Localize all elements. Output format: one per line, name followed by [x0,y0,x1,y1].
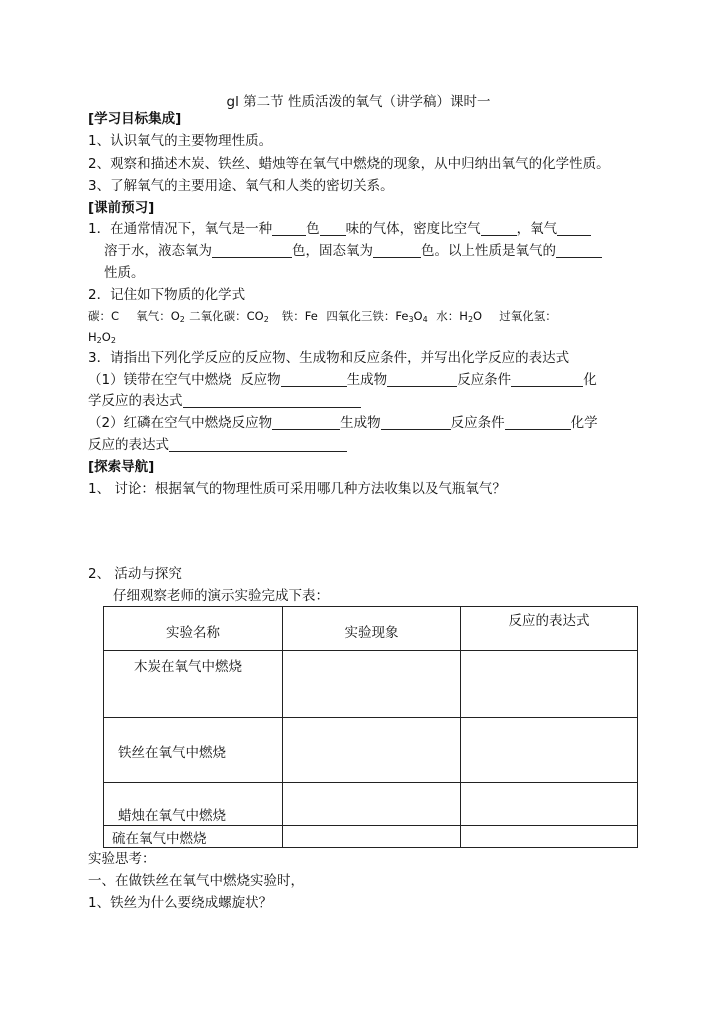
explore-question-1: 1、 讨论：根据氧气的物理性质可采用哪几种方法收集以及气瓶氧气？ [88,481,506,497]
fill-blank[interactable] [373,245,421,258]
header-expression: 反应的表达式 [461,607,638,651]
header-experiment-name: 实验名称 [104,607,283,651]
row-name: 木炭在氧气中燃烧 [104,651,283,718]
fill-blank[interactable] [481,223,517,236]
fill-blank[interactable] [281,374,347,387]
question-1-line-2 [104,242,602,260]
row-name: 蜡烛在氧气中燃烧 [104,783,283,826]
question-2-title: 2．记住如下物质的化学式 [88,287,246,303]
answer-cell[interactable] [283,718,461,783]
fill-blank[interactable] [212,245,292,258]
answer-cell[interactable] [283,651,461,718]
formula-iron: 铁：Fe [281,309,318,323]
header-phenomenon: 实验现象 [283,607,461,651]
q1-text-f: 色，固态氧为 [292,243,373,259]
experiment-table [103,606,638,848]
fill-blank[interactable] [556,245,602,258]
fill-blank[interactable] [272,223,306,236]
question-1-line-1 [88,220,591,238]
q1-text-e: 溶于水，液态氧为 [104,243,212,259]
q1-text-g: 色。以上性质是氧气的 [421,243,556,259]
question-3-part-1-cont: 学反应的表达式 [88,392,361,410]
answer-cell[interactable] [283,826,461,848]
formula-carbon: 碳：C [88,309,120,323]
row-name: 硫在氧气中燃烧 [104,826,283,848]
formula-co2: 二氧化碳：CO [189,309,264,323]
q1-text-a: 1．在通常情况下，氧气是一种 [88,221,273,237]
table-row [104,651,638,718]
reflection-item-1: 一、在做铁丝在氧气中燃烧实验时， [88,873,304,889]
fill-blank[interactable] [505,417,571,430]
formula-list: 碳：C 氧气：$O_2$ 二氧化碳：$CO_2$ 铁：Fe 四氧化三铁：$Fe_3O_4$ 水：$H_2O$ 过氧化氢： [88,309,557,324]
objective-item: 1、认识氧气的主要物理性质。 [88,133,273,149]
objective-item: 2、观察和描述木炭、铁丝、蜡烛等在氧气中燃烧的现象，从中归纳出氧气的化学性质。 [88,156,610,172]
question-3-part-2-cont: 反应的表达式 [88,436,347,454]
answer-cell[interactable] [461,826,638,848]
section-heading-objectives: [学习目标集成] [88,111,182,127]
row-name: 铁丝在氧气中燃烧 [104,718,283,783]
answer-cell[interactable] [461,718,638,783]
question-3-part-1: （1）镁带在空气中燃烧 反应物 生成物 反应条件 化 [88,372,597,388]
explore-question-2: 2、 活动与探究 [88,566,182,582]
fill-blank[interactable] [387,374,457,387]
formula-fe3o4: 四氧化三铁：Fe [326,309,409,323]
q1-text-d: ，氧气 [516,221,558,237]
table-row [104,826,638,848]
fill-blank[interactable] [511,374,583,387]
formula-oxygen: 氧气：O [136,309,180,323]
q1-text-b: 色 [306,221,320,237]
fill-blank[interactable] [381,417,451,430]
fill-blank[interactable] [272,417,340,430]
answer-cell[interactable] [283,783,461,826]
answer-cell[interactable] [461,783,638,826]
document-title: gl 第二节 性质活泼的氧气（讲学稿）课时一 [226,94,491,110]
section-heading-preview: [课前预习] [88,200,155,216]
table-intro: 仔细观察老师的演示实验完成下表： [113,588,329,604]
answer-cell[interactable] [461,651,638,718]
table-row [104,718,638,783]
fill-blank[interactable] [169,439,347,452]
objective-item: 3、了解氧气的主要用途、氧气和人类的密切关系。 [88,178,394,194]
fill-blank[interactable] [557,223,591,236]
formula-h2o2-label: 过氧化氢： [499,309,557,323]
formula-h2o2: $H_2O_2$ [88,330,116,345]
experiment-reflection-heading: 实验思考： [88,851,156,867]
q1-text-c: 味的气体，密度比空气 [345,221,481,237]
table-row [104,783,638,826]
question-3-title: 3．请指出下列化学反应的反应物、生成物和反应条件，并写出化学反应的表达式 [88,350,570,366]
formula-water: 水：H [436,309,468,323]
fill-blank[interactable] [183,395,361,408]
section-heading-explore: [探索导航] [88,459,155,475]
question-3-part-2: （2）红磷在空气中燃烧反应物 生成物 反应条件 化学 [88,415,598,431]
q1-text-h: 性质。 [104,265,145,281]
table-header-row [104,607,638,651]
fill-blank[interactable] [320,223,346,236]
reflection-question-1: 1、铁丝为什么要绕成螺旋状？ [88,895,273,911]
